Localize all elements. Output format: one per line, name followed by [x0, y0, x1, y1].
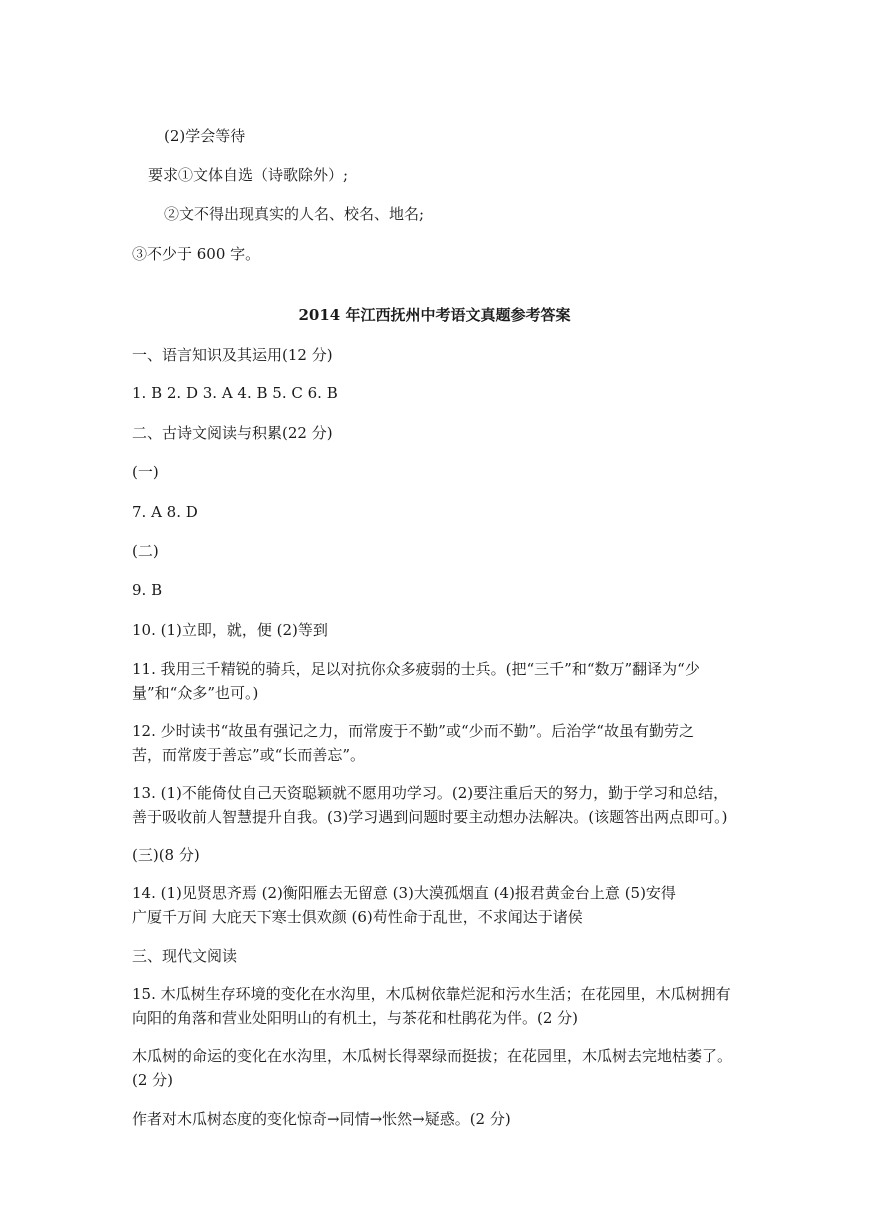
- answer-14-line-1: 14. (1)见贤思齐焉 (2)衡阳雁去无留意 (3)大漠孤烟直 (4)报君黄金台上意 (5)安得: [132, 884, 676, 902]
- answer-14-line-2: 广厦千万间 大庇天下寒士俱欢颜 (6)苟性命于乱世，不求闻达于诸侯: [132, 908, 583, 926]
- essay-requirement-3: ③不少于 600 字。: [132, 245, 261, 263]
- answer-10: 10. (1)立即，就，便 (2)等到: [132, 621, 328, 639]
- answer-11-line-2: 量”和“众多”也可。): [132, 684, 259, 702]
- answer-13-line-1: 13. (1)不能倚仗自己天资聪颖就不愿用功学习。(2)要注重后天的努力，勤于学习和总结，: [132, 784, 729, 802]
- section-2-heading: 二、古诗文阅读与积累(22 分): [132, 424, 333, 442]
- answer-11-line-1: 11. 我用三千精锐的骑兵，足以对抗你众多疲弱的士兵。(把“三千”和“数万”翻译为“少: [132, 660, 700, 678]
- answer-13-line-2: 善于吸收前人智慧提升自我。(3)学习遇到问题时要主动想办法解决。(该题答出两点即可。): [132, 808, 728, 826]
- answer-15b-line-1: 木瓜树的命运的变化在水沟里，木瓜树长得翠绿而挺拔；在花园里，木瓜树去完地枯萎了。: [132, 1047, 733, 1065]
- answers-7-8: 7. A 8. D: [132, 503, 198, 521]
- answer-12-line-1: 12. 少时读书“故虽有强记之力，而常废于不勤”或“少而不勤”。后治学“故虽有勤劳之: [132, 722, 694, 740]
- answer-15-line-2: 向阳的角落和营业处阳明山的有机土，与茶花和杜鹃花为伴。(2 分): [132, 1009, 579, 1027]
- answer-15-line-1: 15. 木瓜树生存环境的变化在水沟里，木瓜树依靠烂泥和污水生活；在花园里，木瓜树拥有: [132, 985, 731, 1003]
- answers-1-6: 1. B 2. D 3. A 4. B 5. C 6. B: [132, 384, 338, 402]
- section-1-heading: 一、语言知识及其运用(12 分): [132, 346, 333, 364]
- essay-topic-2: (2)学会等待: [164, 127, 246, 145]
- section-3-heading: 三、现代文阅读: [132, 947, 238, 965]
- subsection-3: (三)(8 分): [132, 846, 200, 864]
- essay-requirement-1: 要求①文体自选（诗歌除外）;: [148, 166, 349, 184]
- subsection-1: (一): [132, 463, 159, 481]
- answer-15c: 作者对木瓜树态度的变化惊奇→同情→怅然→疑惑。(2 分): [132, 1110, 511, 1128]
- answer-9: 9. B: [132, 581, 163, 599]
- answer-title: 2014 年江西抚州中考语文真题参考答案: [298, 306, 571, 324]
- answer-12-line-2: 苦，而常废于善忘”或“长而善忘”。: [132, 746, 366, 764]
- answer-15b-line-2: (2 分): [132, 1071, 174, 1089]
- essay-requirement-2: ②文不得出现真实的人名、校名、地名;: [164, 205, 425, 223]
- subsection-2: (二): [132, 542, 159, 560]
